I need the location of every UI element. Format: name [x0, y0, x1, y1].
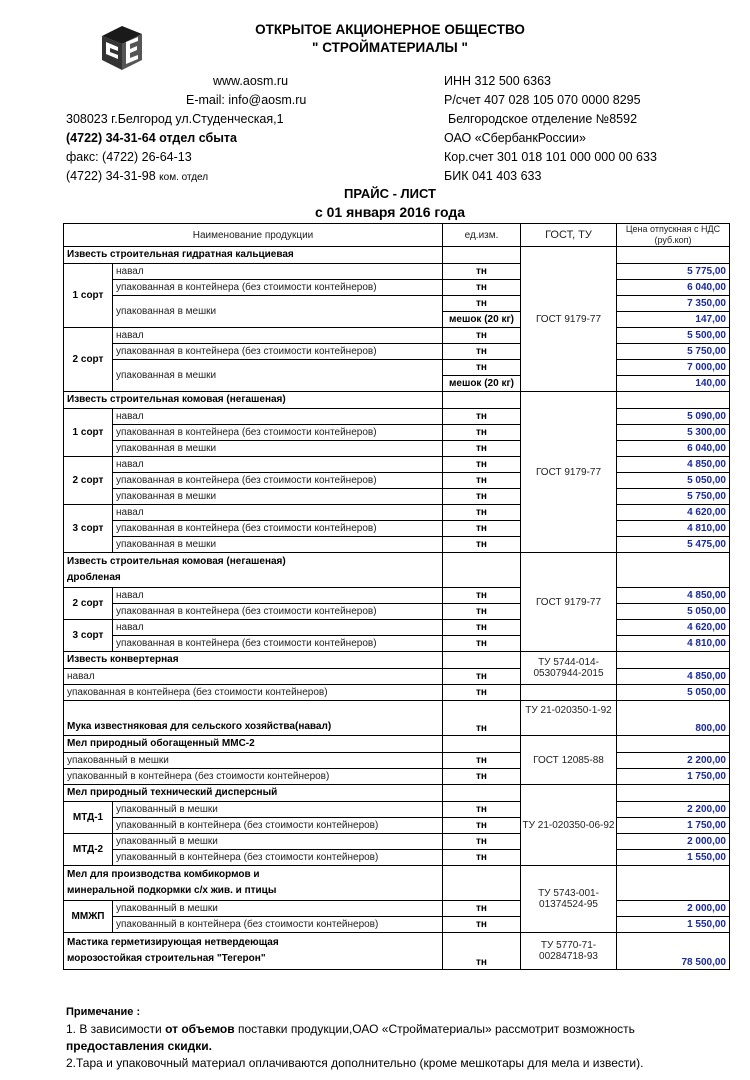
unit-cell: тн: [443, 850, 521, 866]
unit-cell: тн: [443, 604, 521, 620]
grade-cell: МТД-2: [64, 834, 113, 866]
price-cell: 5 475,00: [617, 537, 730, 553]
price-cell: 800,00: [617, 701, 730, 736]
phone-commercial: [66, 169, 208, 183]
unit-cell: тн: [443, 344, 521, 360]
empty-cell: [443, 652, 521, 669]
phone-commercial-label: ком. отдел: [159, 172, 209, 183]
section-title: Известь строительная гидратная кальциевая: [64, 247, 443, 264]
table-row: [64, 753, 730, 769]
price-cell: 4 850,00: [617, 457, 730, 473]
product-desc: упакованная в мешки: [113, 296, 443, 328]
address: 308023 г.Белгород ул.Студенческая,1: [66, 112, 284, 126]
unit-cell: тн: [443, 409, 521, 425]
unit-cell: тн: [443, 280, 521, 296]
price-cell: 1 550,00: [617, 917, 730, 933]
product-desc: упакованная в контейнера (без стоимости контейнеров): [64, 685, 443, 701]
unit-cell: тн: [443, 537, 521, 553]
unit-cell: тн: [443, 473, 521, 489]
price-cell: 5 750,00: [617, 489, 730, 505]
product-desc: навал: [64, 669, 443, 685]
unit-cell: тн: [443, 701, 521, 736]
product-desc: упакованная в контейнера (без стоимости контейнеров): [113, 604, 443, 620]
unit-cell: тн: [443, 685, 521, 701]
product-desc: упакованный в контейнера (без стоимости контейнеров): [64, 769, 443, 785]
price-cell: 147,00: [617, 312, 730, 328]
price-cell: 5 500,00: [617, 328, 730, 344]
unit-cell: тн: [443, 441, 521, 457]
price-cell: 4 850,00: [617, 669, 730, 685]
section-row: [64, 652, 730, 669]
unit-cell: тн: [443, 328, 521, 344]
price-cell: 5 750,00: [617, 344, 730, 360]
table-row: [64, 264, 730, 280]
table-row: [64, 328, 730, 344]
grade-cell: 1 сорт: [64, 409, 113, 457]
unit-cell: тн: [443, 425, 521, 441]
price-cell: 2 000,00: [617, 834, 730, 850]
table-row: [64, 636, 730, 652]
price-cell: 4 810,00: [617, 636, 730, 652]
table-row: [64, 489, 730, 505]
unit-cell: тн: [443, 296, 521, 312]
section-title-line2: морозостойкая строительная "Тегерон": [67, 953, 266, 964]
empty-cell: [521, 685, 617, 701]
unit-cell: тн: [443, 818, 521, 834]
unit-cell: тн: [443, 505, 521, 521]
empty-cell: [617, 553, 730, 588]
table-row: [64, 604, 730, 620]
section-title: [64, 553, 443, 588]
unit-cell: тн: [443, 834, 521, 850]
price-cell: 5 775,00: [617, 264, 730, 280]
unit-cell: тн: [443, 620, 521, 636]
table-row: [64, 296, 730, 312]
price-cell: 2 200,00: [617, 802, 730, 818]
price-cell: 7 000,00: [617, 360, 730, 376]
price-cell: 1 550,00: [617, 850, 730, 866]
price-cell: 7 350,00: [617, 296, 730, 312]
section-row: [64, 247, 730, 264]
empty-cell: [443, 736, 521, 753]
table-row: [64, 850, 730, 866]
table-row: [64, 505, 730, 521]
gost-cell: ГОСТ 9179-77: [521, 392, 617, 553]
price-cell: 4 620,00: [617, 505, 730, 521]
price-cell: 5 300,00: [617, 425, 730, 441]
price-cell: 4 810,00: [617, 521, 730, 537]
table-row: [64, 901, 730, 917]
gost-cell: ТУ 5744-014-05307944-2015: [521, 652, 617, 685]
table-row: [64, 537, 730, 553]
price-cell: 5 050,00: [617, 604, 730, 620]
product-desc: упакованная в контейнера (без стоимости контейнеров): [113, 473, 443, 489]
table-row: [64, 802, 730, 818]
note-1-prefix: 1. В зависимости: [66, 1022, 162, 1036]
product-desc: упакованный в мешки: [64, 753, 443, 769]
table-row: [64, 473, 730, 489]
product-desc: упакованная в мешки: [113, 360, 443, 392]
header-price: Цена отпускная с НДС (руб.коп): [617, 224, 730, 247]
product-desc: навал: [113, 588, 443, 604]
unit-cell: тн: [443, 901, 521, 917]
inn: ИНН 312 500 6363: [444, 74, 551, 88]
section-title: [64, 933, 443, 970]
unit-cell: тн: [443, 588, 521, 604]
empty-cell: [443, 785, 521, 802]
empty-cell: [443, 866, 521, 901]
section-title-line1: Мел для производства комбикормов и: [67, 869, 260, 880]
price-list-title: ПРАЙС - ЛИСТ: [343, 186, 436, 201]
section-title: Мука известняковая для сельского хозяйства(навал): [64, 701, 443, 736]
price-cell: 78 500,00: [617, 933, 730, 970]
phone-sales-label: отдел сбыта: [159, 131, 237, 145]
table-row: [64, 344, 730, 360]
price-cell: 4 850,00: [617, 588, 730, 604]
bank-name: ОАО «СбербанкРоссии»: [444, 131, 586, 145]
unit-cell: тн: [443, 917, 521, 933]
price-cell: 4 620,00: [617, 620, 730, 636]
grade-cell: 3 сорт: [64, 505, 113, 553]
product-desc: навал: [113, 505, 443, 521]
table-row: [64, 769, 730, 785]
unit-cell: тн: [443, 521, 521, 537]
product-desc: упакованная в мешки: [113, 537, 443, 553]
note-2: 2.Тара и упаковочный материал оплачиваются дополнительно (кроме мешкотары для мела и извести).: [66, 1056, 644, 1070]
unit-cell: тн: [443, 457, 521, 473]
unit-cell: тн: [443, 636, 521, 652]
product-desc: упакованная в контейнера (без стоимости контейнеров): [113, 280, 443, 296]
section-title-line1: Мастика герметизирующая нетвердеющая: [67, 937, 279, 948]
unit-cell: тн: [443, 360, 521, 376]
section-title: Мел природный технический дисперсный: [64, 785, 443, 802]
empty-cell: [443, 247, 521, 264]
table-row: [64, 441, 730, 457]
note-1: [66, 1021, 643, 1038]
empty-cell: [617, 736, 730, 753]
section-row: [64, 392, 730, 409]
section-title: Мел природный обогащенный ММС-2: [64, 736, 443, 753]
product-desc: навал: [113, 409, 443, 425]
unit-cell: тн: [443, 489, 521, 505]
section-title-line2: дробленая: [67, 572, 121, 583]
table-row: [64, 620, 730, 636]
product-desc: упакованный в мешки: [113, 834, 443, 850]
phone-sales: [66, 131, 237, 145]
price-cell: 6 040,00: [617, 441, 730, 457]
table-row: [64, 409, 730, 425]
bank-branch: Белгородское отделение №8592: [448, 112, 638, 126]
section-title-line1: Известь строительная комовая (негашеная): [67, 556, 286, 567]
section-row: [64, 933, 730, 970]
gost-cell: ТУ 5770-71-00284718-93: [521, 933, 617, 970]
phone-sales-number: (4722) 34-31-64: [66, 131, 156, 145]
product-desc: упакованная в мешки: [113, 489, 443, 505]
note-1-rest: поставки продукции,ОАО «Стройматериалы» рассмотрит возможность: [237, 1022, 635, 1036]
price-cell: 1 750,00: [617, 818, 730, 834]
gost-cell: ГОСТ 9179-77: [521, 553, 617, 652]
grade-cell: 1 сорт: [64, 264, 113, 328]
product-desc: навал: [113, 328, 443, 344]
empty-cell: [443, 392, 521, 409]
unit-cell: тн: [443, 264, 521, 280]
product-desc: упакованный в контейнера (без стоимости контейнеров): [113, 917, 443, 933]
section-row: [64, 701, 730, 736]
company-name-line2: " СТРОЙМАТЕРИАЛЫ ": [312, 40, 468, 55]
price-list-date: с 01 января 2016 года: [314, 204, 466, 220]
empty-cell: [617, 247, 730, 264]
section-title-line2: минеральной подкормки с/х жив. и птицы: [67, 885, 277, 896]
table-row: [64, 521, 730, 537]
section-title: Известь строительная комовая (негашеная): [64, 392, 443, 409]
unit-cell: мешок (20 кг): [443, 376, 521, 392]
price-cell: 2 000,00: [617, 901, 730, 917]
unit-cell: тн: [443, 933, 521, 970]
empty-cell: [617, 785, 730, 802]
empty-cell: [617, 866, 730, 901]
section-row: [64, 553, 730, 588]
unit-cell: мешок (20 кг): [443, 312, 521, 328]
table-row: [64, 457, 730, 473]
corr-account: Кор.счет 301 018 101 000 000 00 633: [444, 150, 657, 164]
price-cell: 1 750,00: [617, 769, 730, 785]
product-desc: упакованная в контейнера (без стоимости контейнеров): [113, 425, 443, 441]
unit-cell: тн: [443, 802, 521, 818]
grade-cell: МТД-1: [64, 802, 113, 834]
price-table: [63, 223, 730, 970]
section-title: Известь конвертерная: [64, 652, 443, 669]
note-1-bold: от объемов: [165, 1022, 235, 1036]
table-row: [64, 685, 730, 701]
table-row: [64, 818, 730, 834]
bank-account: Р/счет 407 028 105 070 0000 8295: [444, 93, 641, 107]
product-desc: упакованная в мешки: [113, 441, 443, 457]
company-name-line1: ОТКРЫТОЕ АКЦИОНЕРНОЕ ОБЩЕСТВО: [255, 22, 525, 37]
website-link[interactable]: www.aosm.ru: [213, 74, 289, 88]
product-desc: упакованный в мешки: [113, 901, 443, 917]
product-desc: упакованный в контейнера (без стоимости контейнеров): [113, 850, 443, 866]
product-desc: навал: [113, 620, 443, 636]
price-cell: 5 090,00: [617, 409, 730, 425]
gost-cell: ТУ 5743-001-01374524-95: [521, 866, 617, 933]
empty-cell: [617, 392, 730, 409]
section-row: [64, 785, 730, 802]
product-desc: упакованная в контейнера (без стоимости контейнеров): [113, 521, 443, 537]
email-link[interactable]: E-mail: info@aosm.ru: [186, 93, 307, 107]
table-header-row: [64, 224, 730, 247]
product-desc: навал: [113, 264, 443, 280]
notes-block: [66, 1004, 643, 1072]
gost-cell: ГОСТ 9179-77: [521, 247, 617, 392]
grade-cell: 2 сорт: [64, 588, 113, 620]
header-product: Наименование продукции: [64, 224, 443, 247]
price-cell: 2 200,00: [617, 753, 730, 769]
product-desc: упакованная в контейнера (без стоимости контейнеров): [113, 636, 443, 652]
section-title: [64, 866, 443, 901]
table-row: [64, 360, 730, 376]
unit-cell: тн: [443, 753, 521, 769]
product-desc: упакованный в контейнера (без стоимости контейнеров): [113, 818, 443, 834]
table-row: [64, 280, 730, 296]
grade-cell: ММЖП: [64, 901, 113, 933]
bik: БИК 041 403 633: [444, 169, 542, 183]
gost-cell: ТУ 21-020350-06-92: [521, 785, 617, 866]
product-desc: упакованная в контейнера (без стоимости контейнеров): [113, 344, 443, 360]
price-cell: 6 040,00: [617, 280, 730, 296]
table-row: [64, 425, 730, 441]
table-row: [64, 834, 730, 850]
table-row: [64, 588, 730, 604]
fax: факс: (4722) 26-64-13: [66, 150, 192, 164]
section-row: [64, 866, 730, 901]
table-row: [64, 917, 730, 933]
product-desc: навал: [113, 457, 443, 473]
price-cell: 5 050,00: [617, 473, 730, 489]
grade-cell: 2 сорт: [64, 328, 113, 392]
unit-cell: тн: [443, 669, 521, 685]
header-gost: ГОСТ, ТУ: [521, 224, 617, 247]
unit-cell: тн: [443, 769, 521, 785]
product-desc: упакованный в мешки: [113, 802, 443, 818]
table-row: [64, 669, 730, 685]
phone-commercial-number: (4722) 34-31-98: [66, 169, 156, 183]
grade-cell: 3 сорт: [64, 620, 113, 652]
gost-cell: ТУ 21-020350-1-92: [521, 701, 617, 736]
empty-cell: [443, 553, 521, 588]
notes-heading: Примечание :: [66, 1006, 141, 1018]
note-1-line2: предоставления скидки.: [66, 1039, 212, 1053]
gost-cell: ГОСТ 12085-88: [521, 736, 617, 785]
company-logo: [98, 22, 154, 74]
header-unit: ед.изм.: [443, 224, 521, 247]
grade-cell: 2 сорт: [64, 457, 113, 505]
price-cell: 5 050,00: [617, 685, 730, 701]
empty-cell: [617, 652, 730, 669]
section-row: [64, 736, 730, 753]
price-cell: 140,00: [617, 376, 730, 392]
